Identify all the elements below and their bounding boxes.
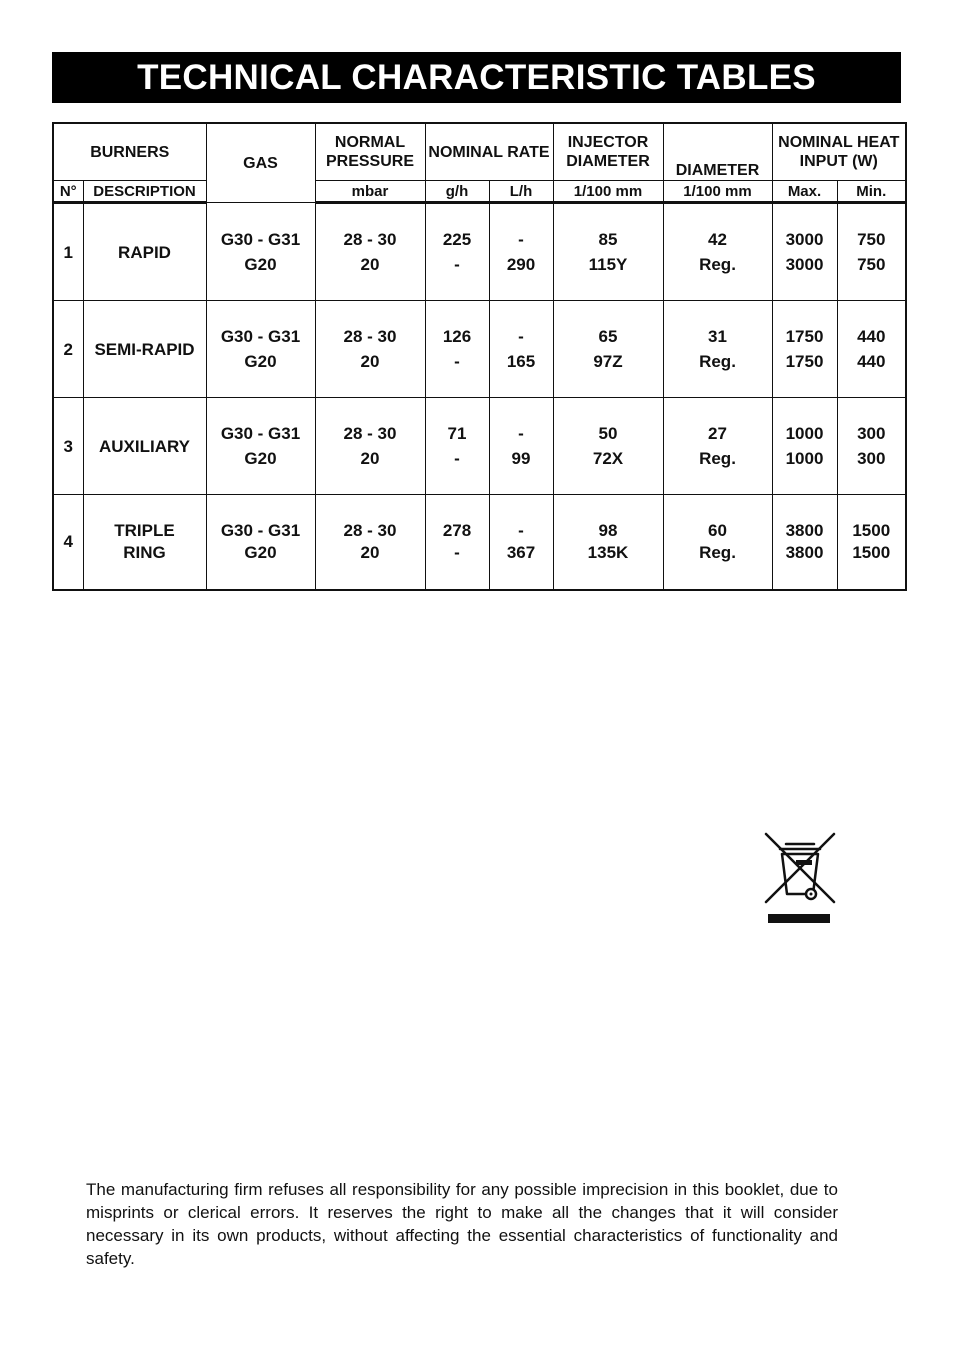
cell-gh: 225 - (425, 203, 489, 301)
cell-lh: - 99 (489, 398, 553, 495)
cell-gas: G30 - G31 G20 (206, 398, 315, 495)
cell-gh: 278 - (425, 495, 489, 591)
header-injector-diameter: INJECTOR DIAMETER (553, 123, 663, 181)
header-burners: BURNERS (53, 123, 206, 181)
cell-lh: - 367 (489, 495, 553, 591)
cell-no: 4 (53, 495, 83, 591)
header-nominal-rate: NOMINAL RATE (425, 123, 553, 181)
cell-diameter: 31 Reg. (663, 301, 772, 398)
cell-injector: 98 135K (553, 495, 663, 591)
cell-pressure: 28 - 30 20 (315, 398, 425, 495)
crossed-out-wheelie-bin-icon (762, 830, 838, 926)
cell-max: 3000 3000 (772, 203, 837, 301)
cell-max: 1750 1750 (772, 301, 837, 398)
cell-lh: - 290 (489, 203, 553, 301)
header-lh: L/h (489, 181, 553, 203)
technical-characteristics-table (52, 122, 907, 591)
cell-diameter: 42 Reg. (663, 203, 772, 301)
cell-pressure: 28 - 30 20 (315, 495, 425, 591)
header-nominal-heat-input: NOMINAL HEAT INPUT (W) (772, 123, 906, 181)
cell-description: RAPID (83, 203, 206, 301)
cell-no: 2 (53, 301, 83, 398)
cell-injector: 85 115Y (553, 203, 663, 301)
cell-max: 3800 3800 (772, 495, 837, 591)
header-gas: GAS (206, 123, 315, 203)
table-row (53, 495, 906, 591)
disclaimer-text: The manufacturing firm refuses all responsibility for any possible imprecision in this booklet, due to misprints or clerical errors. It reserves the right to make all the changes that it will consider necessary in its own products, without affecting the essential characteristics of functionality and safety. (86, 1180, 838, 1268)
header-diameter: DIAMETER (663, 123, 772, 181)
cell-min: 300 300 (837, 398, 906, 495)
cell-lh: - 165 (489, 301, 553, 398)
table-row (53, 398, 906, 495)
header-no: N° (53, 181, 83, 203)
cell-min: 750 750 (837, 203, 906, 301)
cell-description: AUXILIARY (83, 398, 206, 495)
cell-gas: G30 - G31 G20 (206, 203, 315, 301)
cell-diameter: 27 Reg. (663, 398, 772, 495)
cell-description: TRIPLE RING (83, 495, 206, 591)
header-min: Min. (837, 181, 906, 203)
cell-gh: 126 - (425, 301, 489, 398)
cell-pressure: 28 - 30 20 (315, 203, 425, 301)
table-row (53, 203, 906, 301)
header-description: DESCRIPTION (83, 181, 206, 203)
cell-injector: 65 97Z (553, 301, 663, 398)
header-gh: g/h (425, 181, 489, 203)
header-max: Max. (772, 181, 837, 203)
cell-injector: 50 72X (553, 398, 663, 495)
cell-max: 1000 1000 (772, 398, 837, 495)
cell-diameter: 60 Reg. (663, 495, 772, 591)
cell-gas: G30 - G31 G20 (206, 495, 315, 591)
page-title: TECHNICAL CHARACTERISTIC TABLES (52, 52, 901, 103)
header-injector-unit: 1/100 mm (553, 181, 663, 203)
cell-pressure: 28 - 30 20 (315, 301, 425, 398)
cell-min: 1500 1500 (837, 495, 906, 591)
cell-no: 3 (53, 398, 83, 495)
cell-description: SEMI-RAPID (83, 301, 206, 398)
cell-no: 1 (53, 203, 83, 301)
header-mbar: mbar (315, 181, 425, 203)
cell-gh: 71 - (425, 398, 489, 495)
header-normal-pressure: NORMAL PRESSURE (315, 123, 425, 181)
cell-gas: G30 - G31 G20 (206, 301, 315, 398)
table-row (53, 301, 906, 398)
header-diameter-unit: 1/100 mm (663, 181, 772, 203)
cell-min: 440 440 (837, 301, 906, 398)
